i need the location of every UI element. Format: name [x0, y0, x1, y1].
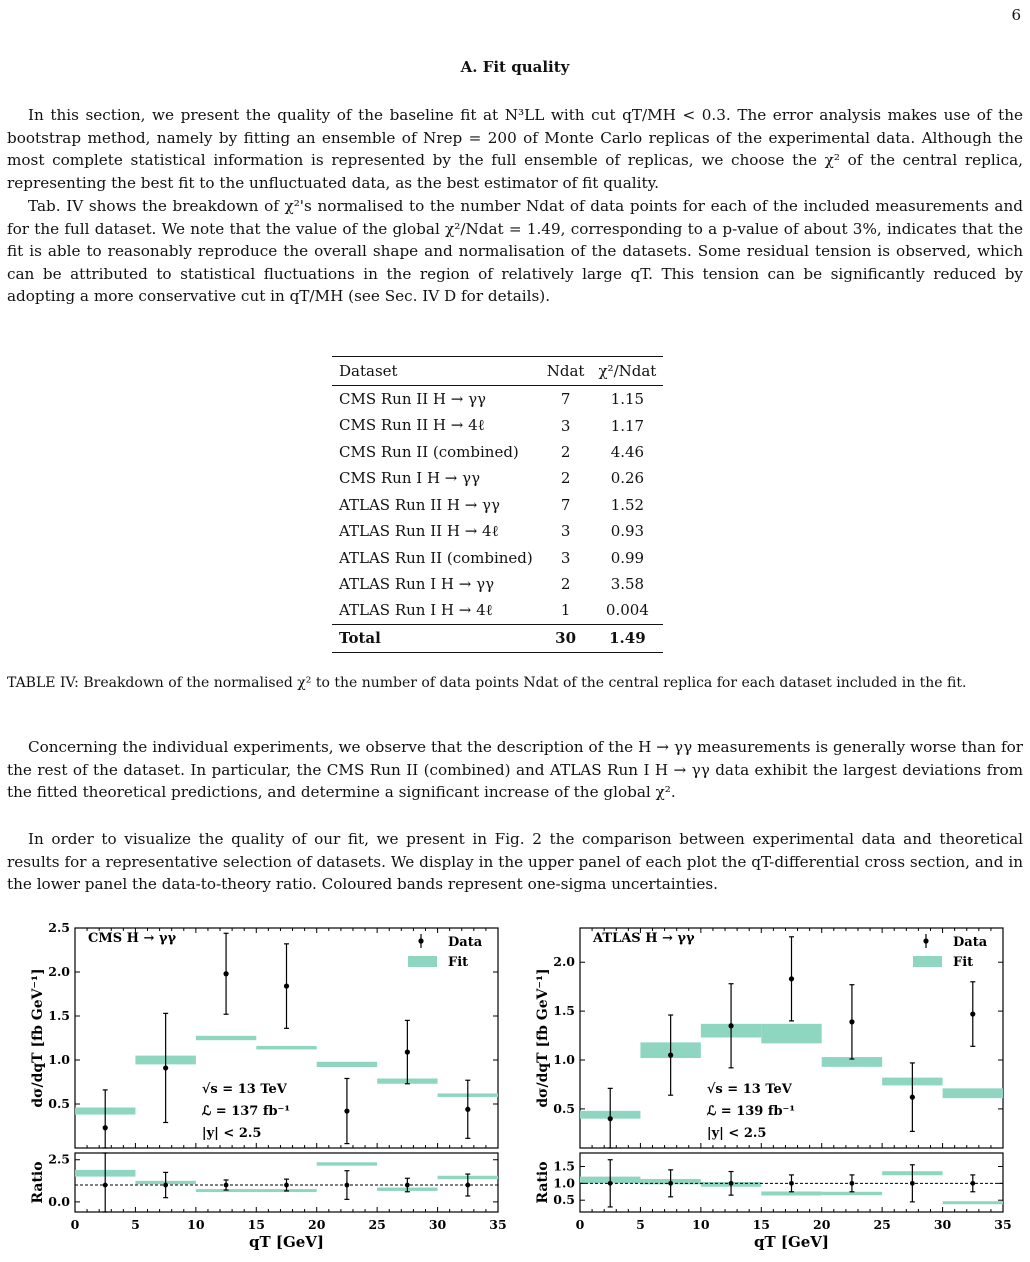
- ratio-tick-label: 2.5: [48, 1151, 70, 1167]
- fit-band: [196, 1036, 256, 1040]
- ratio-point: [608, 1181, 613, 1186]
- y-tick-label: 2.0: [48, 964, 70, 979]
- x-tick-label: 10: [692, 1217, 710, 1232]
- table-row: [332, 386, 663, 413]
- table-cell: CMS Run I H → γγ: [339, 469, 481, 488]
- table-row: [332, 412, 663, 438]
- y-tick-label: 0.5: [553, 1100, 575, 1116]
- fit-band: [317, 1062, 377, 1067]
- col-ndat: Ndat: [540, 357, 592, 386]
- y-tick-label: 1.5: [48, 1008, 70, 1023]
- table-cell: 1.17: [610, 416, 645, 435]
- data-point: [163, 1065, 168, 1070]
- y-tick-label: 1.5: [553, 1003, 575, 1019]
- chart-annotation: ℒ = 139 fb⁻¹: [706, 1104, 796, 1119]
- table-row: [332, 597, 663, 624]
- paragraph-experiments: Concerning the individual experiments, we observe that the description of the H → γγ measurements is generally worse than for the rest of the dataset. In particular, the CMS Run II (combined) and ATLAS Run I H → γγ data exhibit the largest deviations from the fitted theoretical predictions, and determine a significant increase of the global χ².: [7, 738, 1023, 802]
- x-tick-label: 10: [187, 1217, 205, 1232]
- data-point: [223, 971, 228, 976]
- ratio-point: [910, 1181, 915, 1186]
- data-point: [103, 1125, 108, 1130]
- ratio-point: [224, 1183, 229, 1188]
- ratio-band: [943, 1201, 1003, 1204]
- x-axis-label: qT [GeV]: [753, 1233, 830, 1251]
- table-cell: Total: [332, 624, 540, 652]
- table-cell: 0.99: [610, 548, 645, 567]
- paragraph-table-discussion: Tab. IV shows the breakdown of χ²'s normalised to the number Ndat of data points for each of the included measurements and for the full dataset. We note that the value of the global χ²/Ndat = 1.49, corresponding to a p-value of about 3%, indicates that the fit is able to reasonably reproduce the overall shape and normalisation of the datasets. Some residual tension is observed, which can be attributed to statistical fluctuations in the region of relatively large qT. This tension can be significantly reduced by adopting a more conservative cut in qT/MH (see Sec. IV D for details).: [7, 197, 1023, 306]
- table-cell: 1: [560, 601, 571, 620]
- table-row: [332, 571, 663, 597]
- ratio-point: [405, 1183, 410, 1188]
- x-tick-label: 20: [308, 1217, 326, 1232]
- data-point: [970, 1011, 975, 1016]
- table-cell: 1.52: [610, 495, 645, 514]
- x-tick-label: 25: [873, 1217, 891, 1232]
- x-tick-label: 35: [489, 1217, 507, 1232]
- chart-annotation: |y| < 2.5: [201, 1126, 262, 1141]
- table-cell: 4.46: [610, 442, 645, 461]
- y-tick-label: 2.5: [48, 920, 70, 935]
- x-tick-label: 25: [368, 1217, 386, 1232]
- chart-annotation: √s = 13 TeV: [201, 1082, 287, 1097]
- table-cell: CMS Run II H → γγ: [339, 390, 486, 409]
- table-row: [332, 544, 663, 570]
- x-tick-label: 0: [575, 1217, 585, 1232]
- col-dataset: Dataset: [332, 357, 540, 386]
- table-cell: ATLAS Run II H → 4ℓ: [339, 521, 499, 540]
- table-cell: 7: [560, 495, 571, 514]
- table-cell: CMS Run II (combined): [339, 442, 519, 461]
- y-tick-label: 0.5: [48, 1096, 70, 1111]
- y-tick-label: 2.0: [553, 954, 575, 970]
- data-point: [728, 1023, 733, 1028]
- fit-band: [761, 1024, 821, 1044]
- table-cell: 3.58: [610, 574, 645, 593]
- table-cell: 1.49: [591, 624, 663, 652]
- table-cell: 2: [560, 442, 571, 461]
- ratio-tick-label: 0.5: [553, 1192, 575, 1208]
- paragraph-intro: In this section, we present the quality of the baseline fit at N³LL with cut qT/MH < 0.3. The error analysis makes use of the bootstrap method, namely by fitting an ensemble of Nrep = 200 of Monte Carlo replicas of the experimental data. Although the most complete statistical information is represented by the full ensemble of replicas, we choose the χ² of the central replica, representing the best fit to the unfluctuated data, as the best estimator of fit quality.: [7, 106, 1023, 192]
- x-tick-label: 15: [752, 1217, 770, 1232]
- legend-data-label: Data: [953, 935, 988, 950]
- table-row: [332, 439, 663, 465]
- table-cell: 0.004: [605, 601, 649, 620]
- table-cell: ATLAS Run I H → 4ℓ: [339, 600, 493, 619]
- data-point: [668, 1053, 673, 1058]
- table-cell: 1.15: [610, 390, 645, 409]
- ratio-point: [850, 1181, 855, 1186]
- ratio-point: [729, 1181, 734, 1186]
- ratio-axis-label: Ratio: [535, 1161, 551, 1204]
- ratio-point: [789, 1181, 794, 1186]
- table-cell: 0.26: [610, 469, 645, 488]
- table-row: [332, 492, 663, 518]
- cms-chart: [0, 910, 515, 1262]
- table-cell: CMS Run II H → 4ℓ: [339, 416, 485, 435]
- x-tick-label: 20: [813, 1217, 831, 1232]
- legend-fit-label: Fit: [953, 955, 974, 970]
- x-tick-label: 15: [247, 1217, 265, 1232]
- x-tick-label: 0: [70, 1217, 80, 1232]
- table-cell: ATLAS Run I H → γγ: [339, 574, 495, 593]
- chart-annotation: √s = 13 TeV: [706, 1082, 792, 1097]
- table-cell: 30: [540, 624, 592, 652]
- x-tick-label: 30: [428, 1217, 447, 1232]
- data-point: [608, 1116, 613, 1121]
- table-cell: 3: [560, 522, 571, 541]
- table-cell: 7: [560, 390, 571, 409]
- ratio-point: [103, 1183, 108, 1188]
- table-cell: 2: [560, 469, 571, 488]
- table-cell: 2: [560, 574, 571, 593]
- fit-band: [256, 1046, 316, 1050]
- ratio-point: [970, 1181, 975, 1186]
- chi2-table: [332, 356, 663, 653]
- x-tick-label: 35: [994, 1217, 1012, 1232]
- data-point: [465, 1107, 470, 1112]
- ratio-point: [465, 1183, 470, 1188]
- table-cell: ATLAS Run II (combined): [339, 548, 533, 567]
- legend-data-label: Data: [448, 935, 483, 950]
- y-axis-label: dσ/dqT [fb GeV⁻¹]: [535, 968, 551, 1108]
- table-row: [332, 465, 663, 491]
- section-title: A. Fit quality: [460, 58, 570, 76]
- chart-title: CMS H → γγ: [88, 931, 177, 946]
- page-number: 6: [1011, 6, 1021, 24]
- data-point: [910, 1095, 915, 1100]
- table-cell: 0.93: [610, 522, 645, 541]
- table-cell: 3: [560, 416, 571, 435]
- x-tick-label: 5: [131, 1217, 140, 1232]
- data-point: [344, 1108, 349, 1113]
- ratio-tick-label: 1.5: [553, 1158, 575, 1174]
- chart-annotation: |y| < 2.5: [706, 1126, 767, 1141]
- table-header-row: [332, 357, 663, 386]
- table-total-row: [332, 624, 663, 652]
- ratio-band: [317, 1162, 377, 1165]
- data-point: [789, 976, 794, 981]
- legend-fit-label: Fit: [448, 955, 469, 970]
- y-axis-label: dσ/dqT [fb GeV⁻¹]: [30, 968, 46, 1108]
- ratio-tick-label: 1.0: [553, 1175, 575, 1191]
- x-tick-label: 30: [933, 1217, 952, 1232]
- y-tick-label: 1.0: [553, 1052, 575, 1067]
- legend-fit-swatch: [913, 956, 942, 967]
- data-point: [849, 1019, 854, 1024]
- fit-band: [943, 1088, 1003, 1098]
- x-axis-label: qT [GeV]: [248, 1233, 325, 1251]
- chart-annotation: ℒ = 137 fb⁻¹: [201, 1104, 291, 1119]
- data-point: [284, 983, 289, 988]
- data-point: [405, 1049, 410, 1054]
- table-caption: TABLE IV: Breakdown of the normalised χ² to the number of data points Ndat of the central replica for each dataset included in the fit.: [7, 675, 967, 691]
- x-tick-label: 5: [636, 1217, 645, 1232]
- table-cell: ATLAS Run II H → γγ: [339, 495, 500, 514]
- legend-data-marker: [418, 938, 423, 943]
- ratio-point: [163, 1183, 168, 1188]
- ratio-axis-label: Ratio: [30, 1161, 46, 1204]
- chart-title: ATLAS H → γγ: [593, 931, 695, 946]
- legend-data-marker: [923, 938, 928, 943]
- y-tick-label: 1.0: [48, 1052, 70, 1067]
- col-chi2: χ²/Ndat: [591, 357, 663, 386]
- legend-fit-swatch: [408, 956, 437, 967]
- table-cell: 3: [560, 548, 571, 567]
- ratio-tick-label: 0.0: [48, 1193, 70, 1209]
- table-row: [332, 518, 663, 544]
- ratio-point: [345, 1183, 350, 1188]
- ratio-point: [668, 1181, 673, 1186]
- atlas-chart: [515, 910, 1030, 1262]
- paragraph-figure: In order to visualize the quality of our fit, we present in Fig. 2 the comparison between experimental data and theoretical results for a representative selection of datasets. We display in the upper panel of each plot the qT-differential cross section, and in the lower panel the data-to-theory ratio. Coloured bands represent one-sigma uncertainties.: [7, 830, 1023, 894]
- ratio-point: [284, 1183, 289, 1188]
